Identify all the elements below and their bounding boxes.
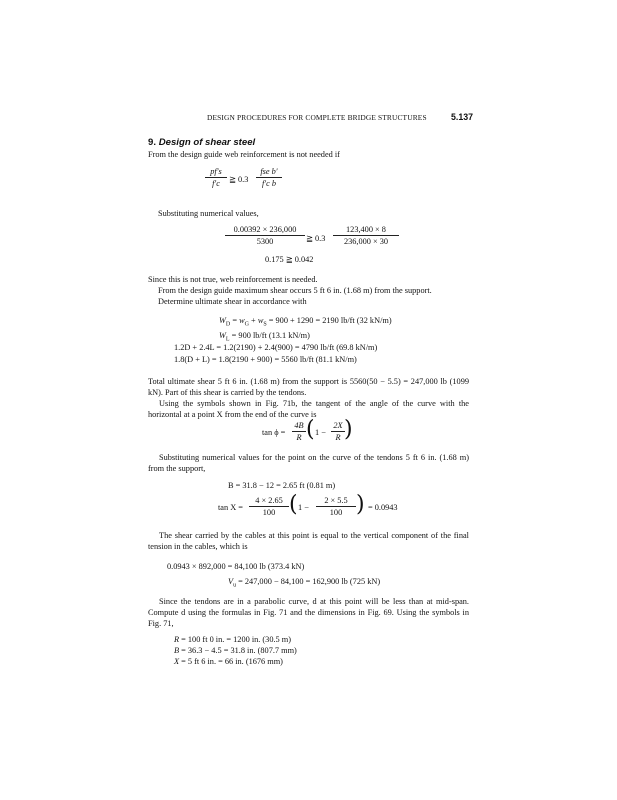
fraction: $\frac{2 \times 5.5}{100}$ — [316, 496, 356, 517]
close-paren: ) — [344, 417, 353, 442]
tan-x-lhs: tan X = — [218, 503, 243, 512]
fraction: $\frac{pf's}{f'c}$ — [205, 167, 227, 188]
paragraph-web-reinforcement: From the design guide web reinforcement is not needed if — [148, 150, 340, 159]
fraction: $\frac{0.00392 \times 236,000}{5300}$ — [225, 225, 305, 246]
fraction: fse b′ f′c b — [256, 167, 282, 188]
paragraph-substituting-tendons: Substituting numerical values for the point on the curve of the tendons 5 ft 6 in. (1.68 m) from the support, — [148, 453, 469, 473]
paragraph-substituting: Substituting numerical values, — [158, 209, 259, 218]
open-paren: ( — [306, 417, 315, 442]
dimension-b: B = 36.3 − 4.5 = 31.8 in. (807.7 mm) — [174, 646, 297, 655]
section-number: 9. — [148, 137, 157, 148]
fraction: $\frac{4B}{R}$ — [292, 421, 306, 442]
equation-live-load: $W_L = 900$ lb/ft (13.1 kN/m) — [219, 331, 310, 343]
equation-b: B = 31.8 − 12 = 2.65 ft (0.81 m) — [228, 481, 336, 490]
equation-vertical-component: 0.0943 × 892,000 = 84,100 lb (373.4 kN) — [167, 562, 305, 571]
equation-dead-load: $W_D = w_G + w_S = 900 + 1290 = 2190$ lb/ft (32 kN/m) — [219, 316, 392, 328]
fraction: $\frac{2X}{R}$ — [331, 421, 345, 442]
running-header: DESIGN PROCEDURES FOR COMPLETE BRIDGE STRUCTURES — [207, 113, 427, 122]
one-minus: 1 − — [315, 428, 326, 437]
close-paren: ) — [356, 492, 365, 517]
one-minus: 1 − — [298, 503, 309, 512]
relation: ≧ 0.3 — [229, 175, 249, 184]
equation-result: 0.175 ≧ 0.042 — [265, 255, 314, 264]
equation-load-combo-2: 1.8(D + L) = 1.8(2190 + 900) = 5560 lb/ft (81.1 kN/m) — [174, 355, 357, 364]
tan-x-result: = 0.0943 — [368, 503, 398, 512]
equation-vu: $V_u = 247,000 - 84,100 = 162,900$ lb (725 kN) — [228, 577, 381, 589]
paragraph-tangent: Using the symbols shown in Fig. 71b, the tangent of the angle of the curve with the horizontal at a point X from the end of the curve is — [148, 399, 469, 419]
paragraph-total-shear: Total ultimate shear 5 ft 6 in. (1.68 m) from the support is 5560(50 − 5.5) = 247,000 lb (1099 kN). Part of this shear is carried by the tendons. — [148, 377, 469, 397]
relation: ≧ 0.3 — [306, 234, 326, 243]
page-number: 5.137 — [451, 112, 474, 122]
open-paren: ( — [289, 492, 298, 517]
paragraph-max-shear: From the design guide maximum shear occurs 5 ft 6 in. (1.68 m) from the support. — [158, 286, 432, 295]
dimension-r: R = 100 ft 0 in. = 1200 in. (30.5 m) — [174, 635, 291, 644]
section-heading — [148, 137, 255, 148]
paragraph-ultimate-shear: Determine ultimate shear in accordance with — [158, 297, 307, 306]
dimension-x: X = 5 ft 6 in. = 66 in. (1676 mm) — [174, 657, 283, 666]
fraction: $\frac{123,400 \times 8}{236,000 \times 30}$ — [333, 225, 399, 246]
paragraph-cables-shear: The shear carried by the cables at this point is equal to the vertical component of the final tension in the cables, which is — [148, 531, 469, 551]
paragraph-not-true: Since this is not true, web reinforcement is needed. — [148, 275, 318, 284]
tan-phi-lhs: tan ϕ = — [262, 428, 286, 437]
paragraph-parabolic: Since the tendons are in a parabolic curve, d at this point will be less than at mid-span. Compute d using the formulas in Fig. 71 and the dimensions in Fig. 69. Using the symbols in Fig. 71, — [148, 597, 469, 628]
fraction: $\frac{4 \times 2.65}{100}$ — [249, 496, 289, 517]
section-title: Design of shear steel — [158, 137, 256, 148]
equation-load-combo-1: 1.2D + 2.4L = 1.2(2190) + 2.4(900) = 4790 lb/ft (69.8 kN/m) — [174, 343, 378, 352]
